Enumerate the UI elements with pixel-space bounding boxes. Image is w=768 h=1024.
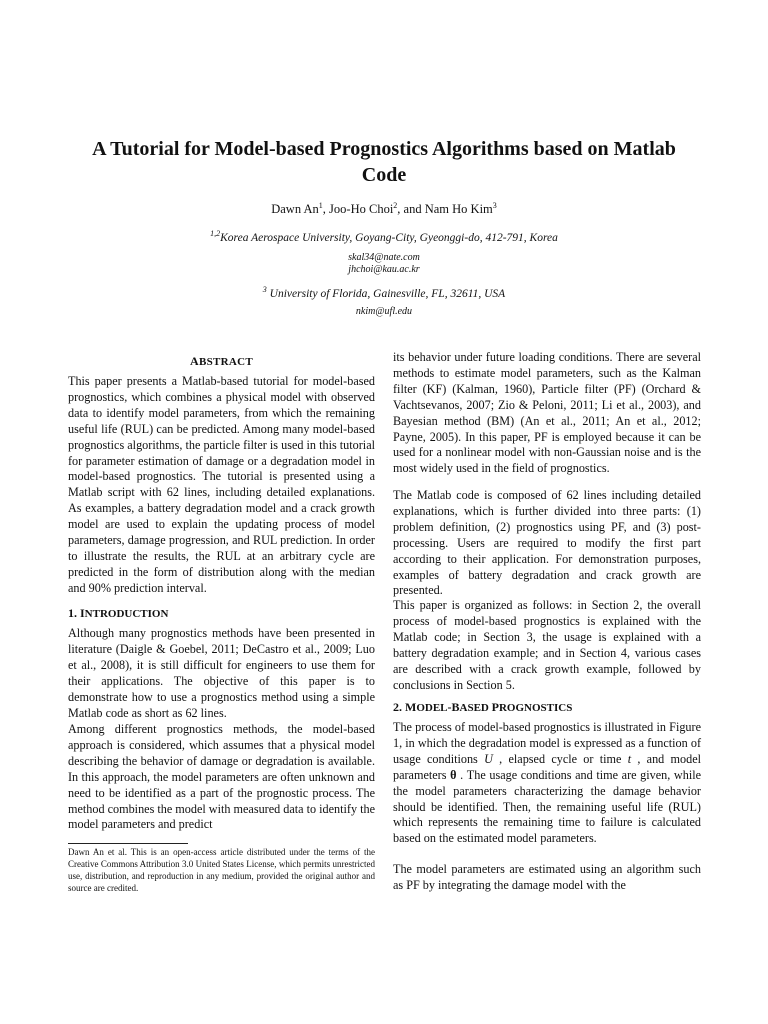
section-2-paragraph-1: The process of model-based prognostics is illustrated in Figure 1, in which the degradation model is expressed as a function of usage conditions U , elapsed cycle or time t , and model parameters θ . The usage conditions and time are given, while the model parameters characterizing the damage behavior should be identified. Then, the remaining useful life (RUL) which represents the remaining time to failure is calculated based on the estimated model parameters. — [393, 720, 702, 846]
intro-heading: 1. INTRODUCTION — [68, 606, 169, 620]
affiliation-2-text: University of Florida, Gainesville, FL, 32611, USA — [269, 288, 506, 300]
footnote-divider — [68, 843, 188, 844]
affiliation-1 — [0, 229, 768, 244]
right-paragraph-3: This paper is organized as follows: in Section 2, the overall process of model-based prognostics is explained with the Matlab code; in Section 3, the usage is explained with a battery degradation example; and in Section 4, various cases are described with a crack growth example, followed by conclusions in Section 5. — [393, 598, 701, 692]
right-paragraph-2: The Matlab code is composed of 62 lines including detailed explanations, which is further divided into three parts: (1) problem definition, (2) prognostics using PF, and (3) post-processing. Users are required to modify the first part according to their application. For demonstration purposes, examples of battery degradation and crack growth are presented. — [393, 488, 701, 598]
author-list — [0, 202, 768, 217]
email-1[interactable]: skal34@nate.com — [348, 252, 420, 263]
author-3: , and Nam Ho Kim — [397, 202, 493, 216]
title-line-1: A Tutorial for Model-based Prognostics Algorithms based on Matlab — [92, 138, 676, 160]
right-paragraph-1: its behavior under future loading conditions. There are several methods to estimate model parameters, such as the Kalman filter (KF) (Kalman, 1960), Particle filter (PF) (Orchard & Vachtsevanos, 2007; Zio & Peloni, 2011; Li et al., 2003), and Bayesian method (BM) (An et al., 2011; An et al., 2012; Payne, 2005). In this paper, PF is employed because it can be used for a nonlinear model with non-Gaussian noise and is the most widely used in the field of prognostics. — [393, 350, 701, 476]
intro-paragraph-2: Among different prognostics methods, the model-based approach is considered, which assumes that a physical model describing the behavior of damage or degradation is available. In this approach, the model parameters are often unknown and need to be identified as a part of the prognostic process. The method combines the model with measured data to identify the model parameters and predict — [68, 722, 375, 832]
author-2: , Joo-Ho Choi — [322, 202, 394, 216]
affiliation-1-text: Korea Aerospace University, Goyang-City, Gyeonggi-do, 412-791, Korea — [220, 232, 558, 244]
symbol-theta: θ — [450, 767, 457, 782]
license-footnote: Dawn An et al. This is an open-access article distributed under the terms of the Creative Commons Attribution 3.0 United States License, which permits unrestricted use, distribution, and reproduction in any medium, provided the original author and source are credited. — [68, 847, 375, 893]
symbol-t: t — [627, 751, 632, 766]
title-line-2: Code — [361, 164, 407, 186]
symbol-U: U — [484, 751, 493, 766]
paper-title — [50, 136, 718, 188]
affiliation-2-mark: 3 — [262, 285, 267, 295]
affiliation-2 — [0, 285, 768, 300]
section-2-paragraph-2: The model parameters are estimated using an algorithm such as PF by integrating the damage model with the — [393, 862, 701, 892]
author-1-mark: 1 — [318, 200, 323, 210]
affiliation-1-mark: 1,2 — [210, 229, 221, 239]
intro-paragraph-1: Although many prognostics methods have been presented in literature (Daigle & Goebel, 2011; DeCastro et al., 2009; Luo et al., 2008), it is still difficult for engineers to use them for their applications. The objective of this paper is to demonstrate how to use a prognostics method using a simple Matlab code as short as 62 lines. — [68, 626, 375, 720]
author-1: Dawn An — [271, 202, 319, 216]
section-2-heading: 2. MODEL-BASED PROGNOSTICS — [393, 700, 573, 714]
abstract-body: This paper presents a Matlab-based tutorial for model-based prognostics, which combines a physical model with observed data to identify model parameters, from which the remaining useful life (RUL) can be predicted. Among many model-based prognostics algorithms, the particle filter is used in this tutorial for parameter estimation of damage or a degradation model in model-based prognostics. The tutorial is presented using a Matlab script with 62 lines, including detailed explanations. As examples, a battery degradation model and a crack growth model are used to explain the updating process of model parameters, damage progression, and RUL prediction. In order to illustrate the results, the RUL at an arbitrary cycle are predicted in the form of distribution along with the median and 90% prediction interval. — [68, 374, 375, 595]
author-3-mark: 3 — [492, 200, 497, 210]
author-2-mark: 2 — [393, 200, 398, 210]
email-2[interactable]: jhchoi@kau.ac.kr — [348, 264, 420, 275]
email-3[interactable]: nkim@ufl.edu — [355, 306, 413, 317]
abstract-heading: ABSTRACT — [189, 354, 254, 368]
